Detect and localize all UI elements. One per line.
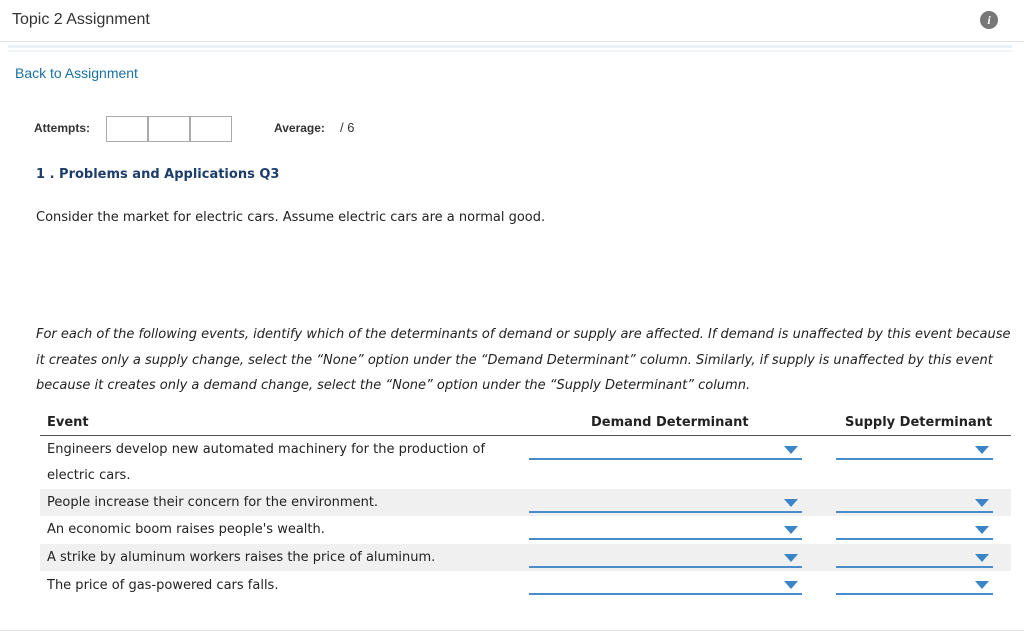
supply-dropdown-3[interactable] [836, 538, 993, 540]
table-row-event-5: The price of gas-powered cars falls. [47, 578, 279, 593]
average-label: Average: [274, 121, 325, 135]
page-title: Topic 2 Assignment [12, 11, 150, 28]
chevron-down-icon[interactable] [975, 526, 989, 534]
chevron-down-icon[interactable] [784, 446, 798, 454]
chevron-down-icon[interactable] [975, 499, 989, 507]
demand-dropdown-1[interactable] [529, 458, 802, 460]
chevron-down-icon[interactable] [784, 526, 798, 534]
table-row-event-4: A strike by aluminum workers raises the price of aluminum. [47, 550, 436, 565]
table-row-event-2: People increase their concern for the environment. [47, 495, 379, 510]
question-prompt: Consider the market for electric cars. Assume electric cars are a normal good. [36, 210, 546, 225]
header-divider [8, 45, 1012, 48]
column-header-event: Event [47, 415, 89, 430]
question-title: 1 . Problems and Applications Q3 [36, 167, 280, 182]
attempts-label: Attempts: [34, 121, 90, 135]
supply-dropdown-4[interactable] [836, 566, 993, 568]
attempt-box-2 [148, 116, 190, 142]
chevron-down-icon[interactable] [784, 554, 798, 562]
average-value: / 6 [340, 120, 355, 135]
supply-dropdown-2[interactable] [836, 511, 993, 513]
question-instructions: For each of the following events, identify which of the determinants of demand or supply are affected. If demand is unaffected by this event because it creates only a supply change, select the “None” option under the “Demand Determinant” column. Similarly, if supply is unaffected by this event because it creates only a demand change, select the “None” option under the “Supply Determinant” column. [36, 327, 1011, 393]
demand-dropdown-3[interactable] [529, 538, 802, 540]
table-row-event-3: An economic boom raises people's wealth. [47, 522, 325, 537]
chevron-down-icon[interactable] [784, 499, 798, 507]
table-row-event-1: Engineers develop new automated machinery for the production of electric cars. [47, 442, 486, 483]
supply-dropdown-1[interactable] [836, 458, 993, 460]
page-bottom-border [0, 630, 1024, 631]
chevron-down-icon[interactable] [975, 554, 989, 562]
column-header-demand: Demand Determinant [591, 415, 749, 430]
chevron-down-icon[interactable] [784, 581, 798, 589]
info-icon[interactable]: i [980, 11, 998, 29]
supply-dropdown-5[interactable] [836, 593, 993, 595]
chevron-down-icon[interactable] [975, 446, 989, 454]
demand-dropdown-2[interactable] [529, 511, 802, 513]
top-bar [0, 0, 1024, 42]
attempt-box-1 [106, 116, 148, 142]
demand-dropdown-5[interactable] [529, 593, 802, 595]
header-divider-secondary [8, 50, 1012, 52]
chevron-down-icon[interactable] [975, 581, 989, 589]
demand-dropdown-4[interactable] [529, 566, 802, 568]
table-header-divider [40, 435, 1011, 436]
column-header-supply: Supply Determinant [845, 415, 993, 430]
attempt-box-3 [190, 116, 232, 142]
back-to-assignment-link[interactable]: Back to Assignment [15, 65, 138, 81]
